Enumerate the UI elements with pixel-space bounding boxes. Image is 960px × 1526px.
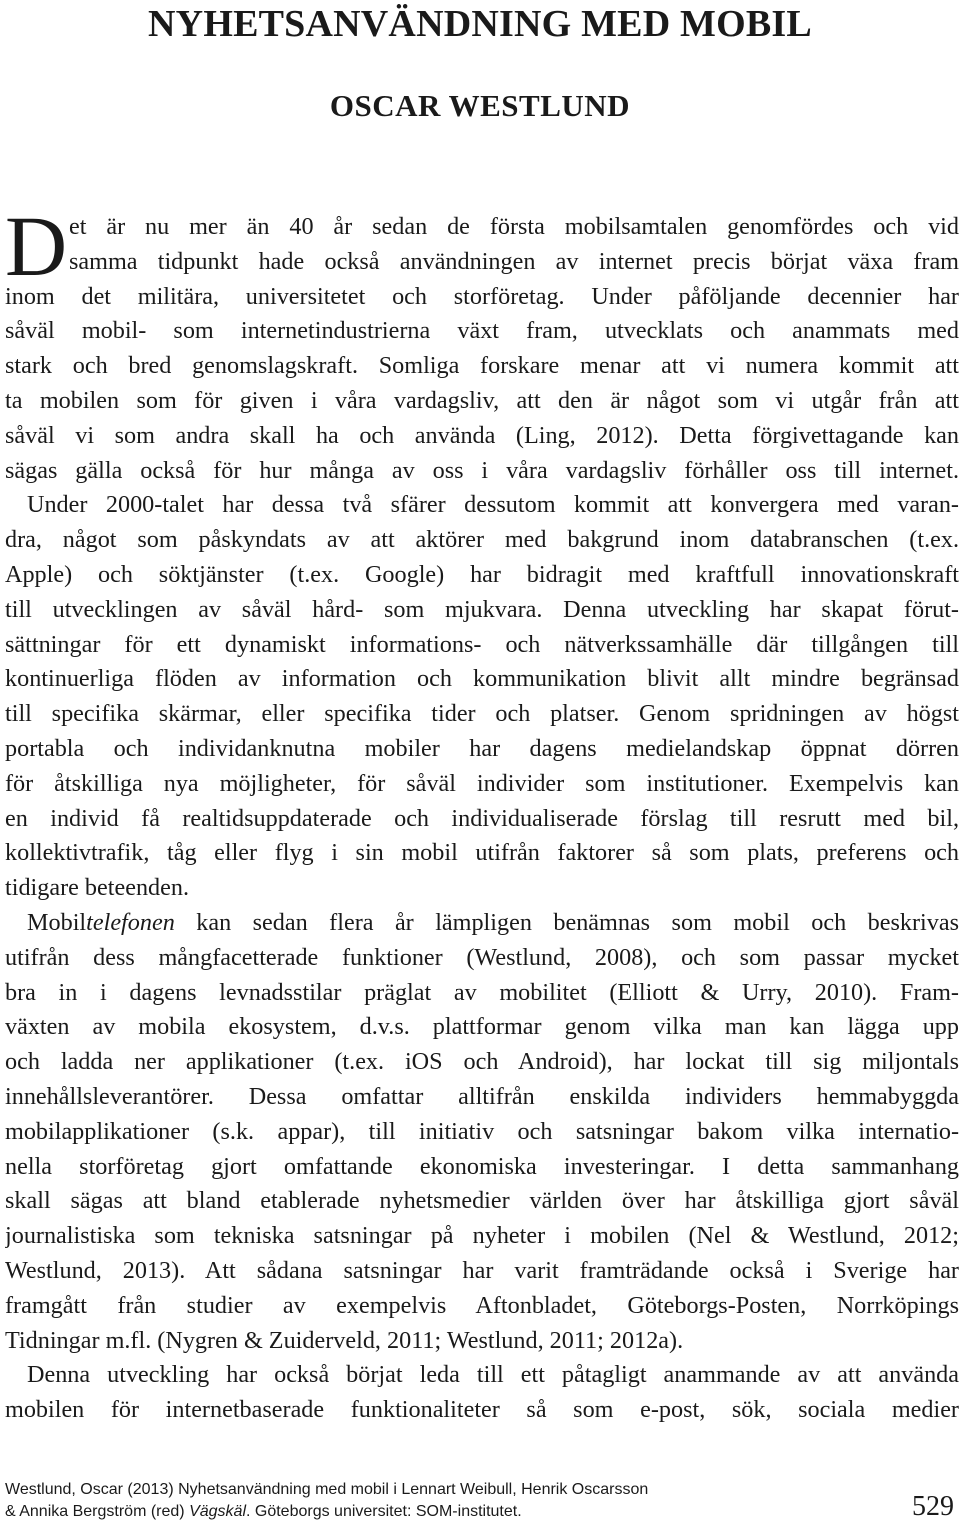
body-line: portabla och individanknutna mobiler har dagens medielandskap öppnat dörren <box>5 734 959 762</box>
body-line: mobilen för internetbaserade funktionaliteter så som e-post, sök, sociala medier <box>5 1396 959 1424</box>
body-line: till utvecklingen av såväl hård- som mjukvara. Denna utveckling har skapat förut- <box>5 595 959 623</box>
citation-footer <box>5 1479 648 1523</box>
italic-term: telefonen <box>86 908 175 936</box>
body-line: kollektivtrafik, tåg eller flyg i sin mobil utifrån faktorer så som plats, preferens och <box>5 839 959 867</box>
article-title: NYHETSANVÄNDNING MED MOBIL <box>148 3 812 45</box>
book-title: Vägskäl <box>189 1503 246 1520</box>
page-number: 529 <box>912 1491 954 1522</box>
body-line: sättningar för ett dynamiskt informations- och nätverkssamhälle där tillgången till <box>5 630 959 658</box>
body-line: såväl vi som andra skall ha och använda (Ling, 2012). Detta förgivettagande kan <box>5 421 959 449</box>
body-line: et är nu mer än 40 år sedan de första mobilsamtalen genomfördes och vid <box>69 213 959 240</box>
citation-text: & Annika Bergström (red) <box>5 1503 190 1520</box>
drop-cap: D <box>5 198 68 294</box>
body-line: för åtskilliga nya möjligheter, för såväl individer som institutioner. Exempelvis kan <box>5 769 959 797</box>
body-line: inom det militära, universitetet och storföretag. Under påföljande decennier har <box>5 282 959 310</box>
body-line: och ladda ner applikationer (t.ex. iOS och Android), har lockat till sig miljontals <box>5 1048 959 1076</box>
body-line: skall sägas att bland etablerade nyhetsmedier världen över har åtskilliga gjort såväl <box>5 1187 959 1215</box>
body-line: Under 2000-talet har dessa två sfärer dessutom kommit att konvergera med varan- <box>27 491 959 519</box>
citation-line <box>5 1501 648 1523</box>
body-line: till specifika skärmar, eller specifika tider och platser. Genom spridningen av högst <box>5 700 959 728</box>
body-line: Apple) och söktjänster (t.ex. Google) har bidragit med kraftfull innovationskraft <box>5 560 959 588</box>
body-line: ta mobilen som för given i våra vardagsliv, att den är något som vi utgår från att <box>5 386 959 414</box>
body-line: innehållsleverantörer. Dessa omfattar alltifrån enskilda individers hemmabyggda <box>5 1082 959 1110</box>
body-line: framgått från studier av exempelvis Aftonbladet, Göteborgs-Posten, Norrköpings <box>5 1291 959 1319</box>
body-line: Tidningar m.fl. (Nygren & Zuiderveld, 2011; Westlund, 2011; 2012a). <box>5 1326 684 1354</box>
body-line: nella storföretag gjort omfattande ekonomiska investeringar. I detta sammanhang <box>5 1152 959 1180</box>
body-line-mixed <box>5 906 959 941</box>
body-line: dra, något som påskyndats av att aktörer med bakgrund inom databranschen (t.ex. <box>5 526 959 554</box>
body-line: en individ få realtidsuppdaterade och individualiserade förslag till resrutt med bil, <box>5 804 959 832</box>
citation-line: Westlund, Oscar (2013) Nyhetsanvändning med mobil i Lennart Weibull, Henrik Oscarsson <box>5 1481 649 1498</box>
body-line: mobilapplikationer (s.k. appar), till initiativ och satsningar bakom vilka internatio- <box>5 1117 959 1145</box>
body-line: kontinuerliga flöden av information och kommunikation blivit allt mindre begränsad <box>5 665 959 693</box>
body-line: stark och bred genomslagskraft. Somliga forskare menar att vi numera kommit att <box>5 352 959 380</box>
body-line: Denna utveckling har också börjat leda till ett påtagligt anammande av att använda <box>27 1361 959 1389</box>
body-line: bra in i dagens levnadsstilar präglat av mobilitet (Elliott & Urry, 2010). Fram- <box>5 978 959 1006</box>
body-line: Westlund, 2013). Att sådana satsningar har varit framträdande också i Sverige har <box>5 1256 959 1284</box>
body-line: samma tidpunkt hade också användningen av internet precis börjat växa fram <box>69 247 959 275</box>
citation-text: . Göteborgs universitet: SOM-institutet. <box>246 1503 522 1520</box>
body-text-segment: Mobil <box>27 908 87 936</box>
body-line: journalistiska som tekniska satsningar på nyheter i mobilen (Nel & Westlund, 2012; <box>5 1222 959 1250</box>
article-body <box>5 198 959 1428</box>
body-line: tidigare beteenden. <box>5 874 190 902</box>
body-line: växten av mobila ekosystem, d.v.s. plattformar genom vilka man kan lägga upp <box>5 1013 959 1041</box>
article-author: OSCAR WESTLUND <box>329 88 631 123</box>
body-line: såväl mobil- som internetindustrierna växt fram, utvecklats och anammats med <box>5 317 959 345</box>
body-line: utifrån dess mångfacetterade funktioner (Westlund, 2008), och som passar mycket <box>5 943 959 971</box>
body-line: sägas gälla också för hur många av oss i våra vardagsliv förhåller oss till internet. <box>5 456 959 484</box>
body-text-segment: kan sedan flera år lämpligen benämnas som mobil och beskrivas <box>174 908 959 936</box>
